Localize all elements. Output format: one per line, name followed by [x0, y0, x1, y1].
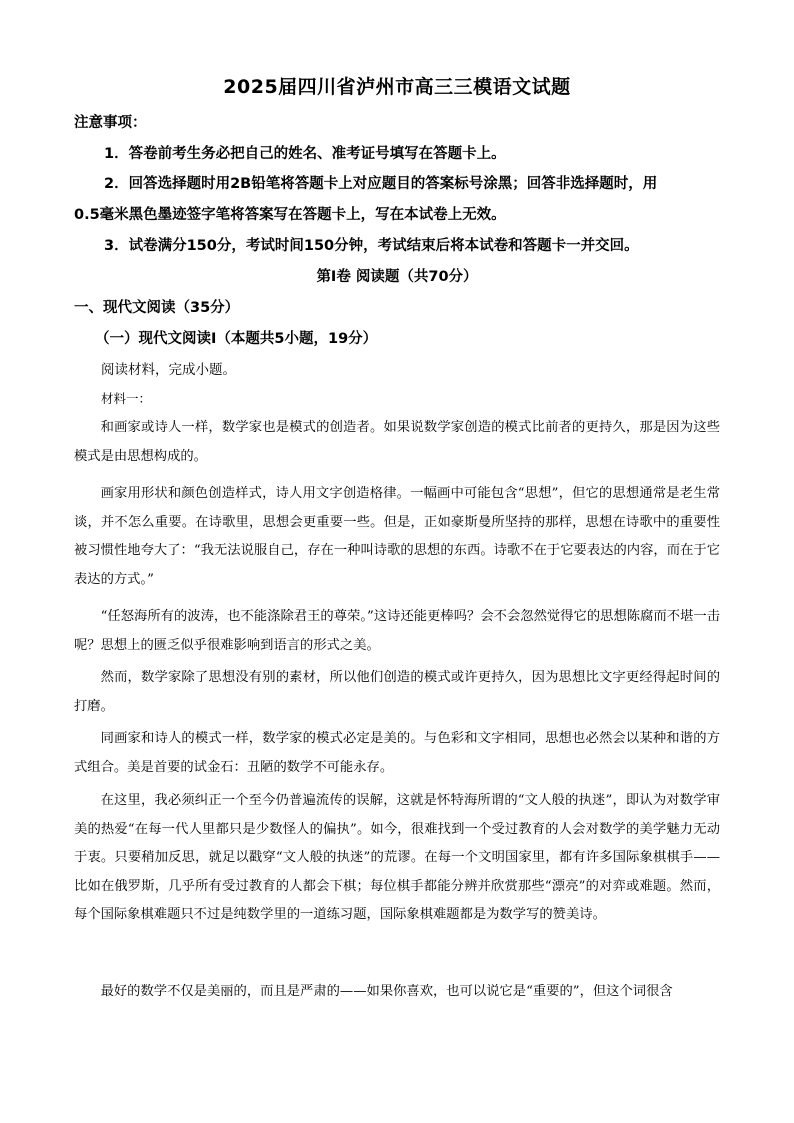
subsection-heading: （一）现代文阅读I（本题共5小题，19分） [95, 331, 378, 347]
section-heading: 一、现代文阅读（35分） [74, 300, 240, 316]
paragraph: “任怒海所有的波涛，也不能涤除君王的尊荣。”这诗还能更棒吗？会不会忽然觉得它的思想陈腐而不堪一击呢？思想上的匮乏似乎很难影响到语言的形式之美。 [74, 609, 720, 653]
paragraph: 最好的数学不仅是美丽的，而且是严肃的——如果你喜欢，也可以说它是“重要的”，但这个词很含 [100, 984, 673, 999]
notice-item-1: 1．答卷前考生务必把自己的姓名、准考证号填写在答题卡上。 [104, 146, 506, 162]
notice-item-3: 3．试卷满分150分，考试时间150分钟，考试结束后将本试卷和答题卡一并交回。 [104, 238, 639, 254]
notice-item-2-line-2: 0.5毫米黑色墨迹签字笔将答案写在答题卡上，写在本试卷上无效。 [74, 207, 506, 223]
paragraph: 画家用形状和颜色创造样式，诗人用文字创造格律。一幅画中可能包含“思想”，但它的思想通常是老生常谈，并不怎么重要。在诗歌里，思想会更重要一些。但是，正如豪斯曼所坚持的那样，思想在诗歌中的重要性被习惯性地夸大了：“我无法说服自己，存在一种叫诗歌的思想的东西。诗歌不在于它要表达的内容，而在于它表达的方式。” [74, 486, 720, 587]
paragraph: 在这里，我必须纠正一个至今仍普遍流传的误解，这就是怀特海所谓的“文人般的执迷”，即认为对数学审美的热爱“在每一代人里都只是少数怪人的偏执”。如今，很难找到一个受过教育的人会对数学的美学魅力无动于衷。只要稍加反思，就足以戳穿“文人般的执迷”的荒谬。在每一个文明国家里，都有许多国际象棋棋手——比如在俄罗斯，几乎所有受过教育的人都会下棋；每位棋手都能分辨并欣赏那些“漂亮”的对弈或难题。然而，每个国际象棋难题只不过是纯数学里的一道练习题，国际象棋难题都是为数学写的赞美诗。 [74, 793, 720, 923]
part-title: 第I卷 阅读题（共70分） [316, 269, 478, 285]
notice-heading: 注意事项： [74, 115, 147, 131]
notice-item-2-line-1: 2．回答选择题时用2B铅笔将答题卡上对应题目的答案标号涂黑；回答非选择题时，用 [104, 176, 658, 192]
paragraph: 然而，数学家除了思想没有别的素材，所以他们创造的模式或许更持久，因为思想比文字更经得起时间的打磨。 [74, 670, 720, 714]
material-label: 材料一： [101, 391, 152, 406]
paragraph: 和画家或诗人一样，数学家也是模式的创造者。如果说数学家创造的模式比前者的更持久，那是因为这些模式是由思想构成的。 [74, 420, 720, 464]
paragraph: 同画家和诗人的模式一样，数学家的模式必定是美的。与色彩和文字相同，思想也必然会以某种和谐的方式组合。美是首要的试金石：丑陋的数学不可能永存。 [74, 731, 720, 775]
exam-title: 2025届四川省泸州市高三三模语文试题 [223, 76, 571, 98]
reading-instruction: 阅读材料，完成小题。 [101, 362, 236, 378]
